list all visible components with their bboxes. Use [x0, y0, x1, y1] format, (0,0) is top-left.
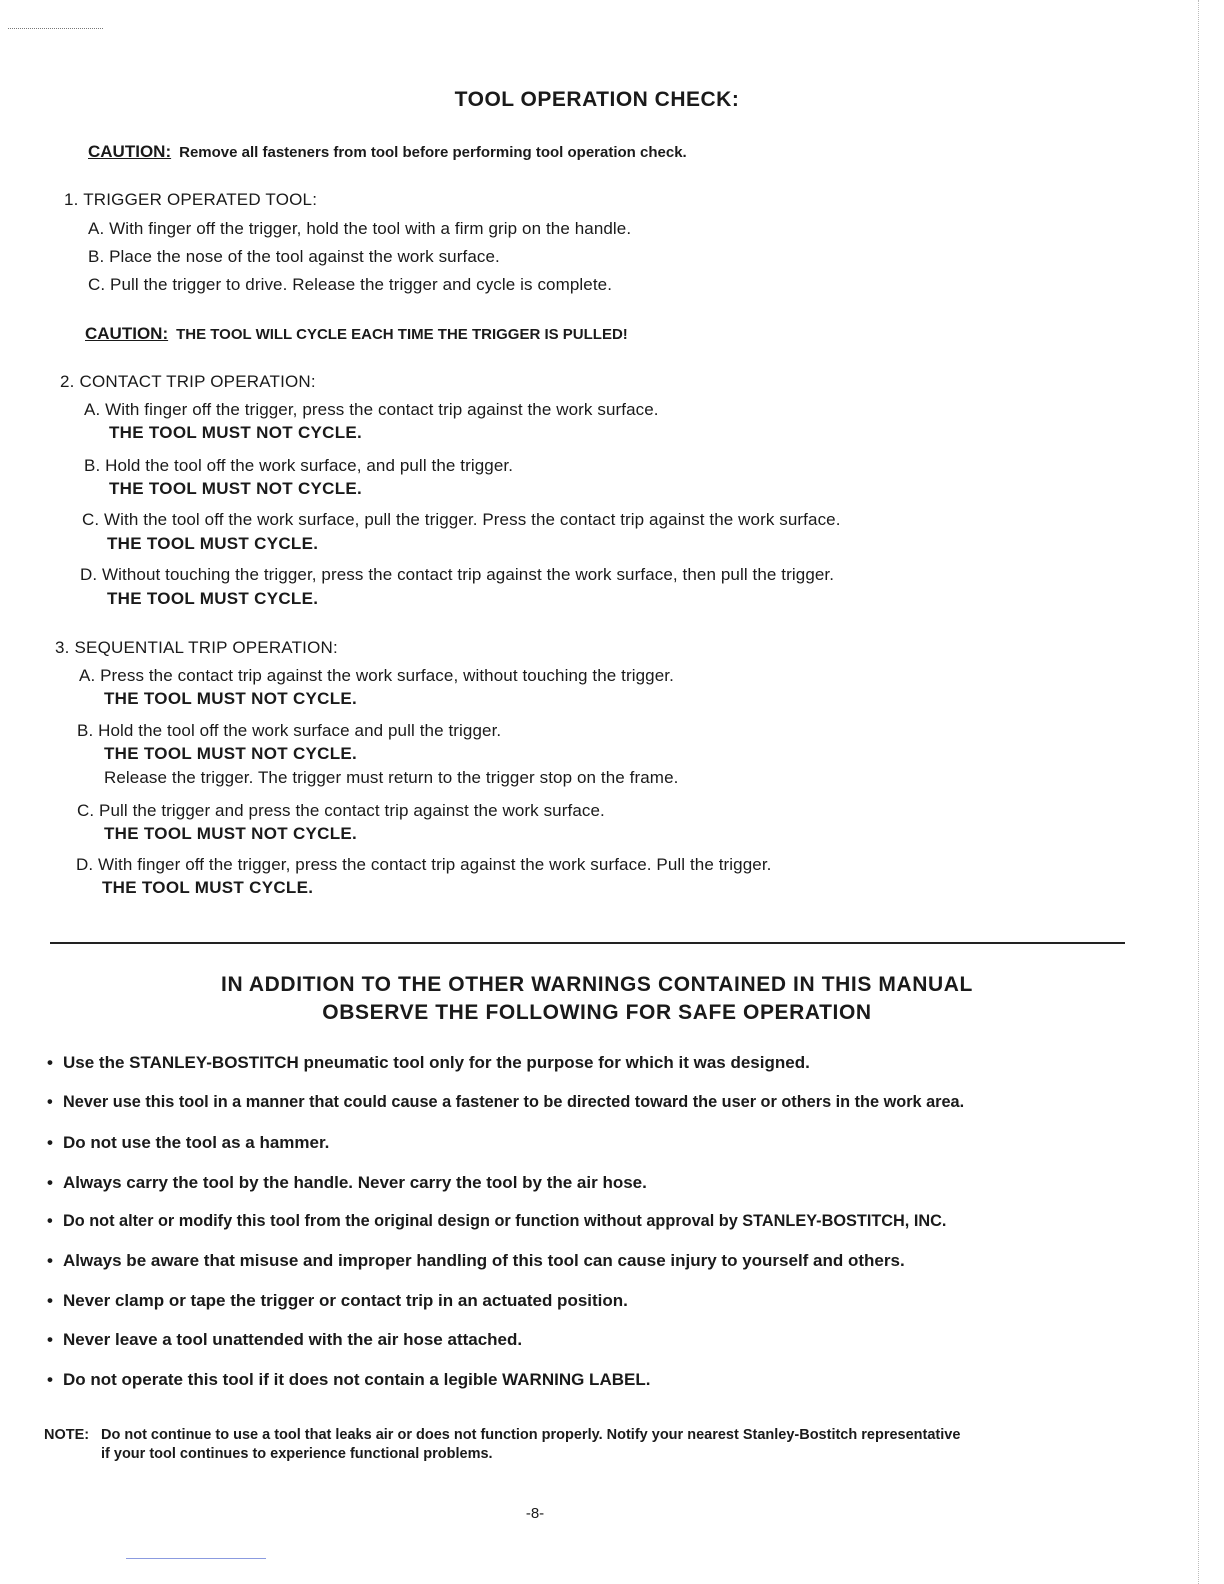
section-contact-trip: 2. CONTACT TRIP OPERATION: — [60, 372, 316, 391]
scan-artifact-top — [8, 28, 103, 29]
warning-item: • Do not use the tool as a hammer. — [47, 1133, 330, 1152]
bullet-dot: • — [47, 1212, 53, 1230]
step-3c: C. Pull the trigger and press the contact trip against the work surface. — [77, 801, 605, 820]
bullet-dot: • — [47, 1251, 53, 1270]
step-3d: D. With finger off the trigger, press the contact trip against the work surface. Pull the trigger. — [76, 855, 772, 874]
step-2a: A. With finger off the trigger, press the contact trip against the work surface. — [84, 400, 659, 419]
warning-item: • Never use this tool in a manner that could cause a fastener to be directed toward the user or others in the work area. — [47, 1093, 965, 1111]
caution-text: THE TOOL WILL CYCLE EACH TIME THE TRIGGER IS PULLED! — [176, 326, 628, 343]
step-2d: D. Without touching the trigger, press the contact trip against the work surface, then pull the trigger. — [80, 565, 835, 584]
caution-label: CAUTION: — [85, 324, 169, 343]
bullet-dot: • — [47, 1173, 53, 1192]
step-3a-result: THE TOOL MUST NOT CYCLE. — [104, 689, 358, 708]
caution-remove-fasteners — [88, 142, 687, 162]
step-2c: C. With the tool off the work surface, pull the trigger. Press the contact trip against the work surface. — [82, 510, 841, 529]
caution-text: Remove all fasteners from tool before performing tool operation check. — [179, 144, 687, 161]
step-3c-result: THE TOOL MUST NOT CYCLE. — [104, 824, 358, 843]
bullet-dot: • — [47, 1330, 53, 1349]
note-label: NOTE: — [44, 1427, 90, 1443]
warning-item: • Do not operate this tool if it does not contain a legible WARNING LABEL. — [47, 1370, 651, 1389]
warning-item: • Never leave a tool unattended with the air hose attached. — [47, 1330, 523, 1349]
step-2b-result: THE TOOL MUST NOT CYCLE. — [109, 479, 363, 498]
warning-item: • Always be aware that misuse and improper handling of this tool can cause injury to yourself and others. — [47, 1251, 905, 1270]
bullet-dot: • — [47, 1291, 53, 1310]
bullet-dot: • — [47, 1093, 53, 1111]
page-number: -8- — [525, 1505, 545, 1522]
warning-item: • Use the STANLEY-BOSTITCH pneumatic tool only for the purpose for which it was designed. — [47, 1053, 810, 1072]
step-3b-extra: Release the trigger. The trigger must return to the trigger stop on the frame. — [104, 768, 679, 787]
note-block — [44, 1426, 960, 1464]
warning-item: • Always carry the tool by the handle. Never carry the tool by the air hose. — [47, 1173, 647, 1192]
step-3a: A. Press the contact trip against the work surface, without touching the trigger. — [79, 666, 674, 685]
bullet-dot: • — [47, 1053, 53, 1072]
step-1a: A. With finger off the trigger, hold the tool with a firm grip on the handle. — [88, 219, 632, 238]
step-3d-result: THE TOOL MUST CYCLE. — [102, 878, 314, 897]
step-2d-result: THE TOOL MUST CYCLE. — [107, 589, 319, 608]
step-2a-result: THE TOOL MUST NOT CYCLE. — [109, 423, 363, 442]
section-trigger-operated: 1. TRIGGER OPERATED TOOL: — [64, 190, 318, 209]
section-divider — [50, 942, 1125, 944]
step-2b: B. Hold the tool off the work surface, and pull the trigger. — [84, 456, 514, 475]
step-2c-result: THE TOOL MUST CYCLE. — [107, 534, 319, 553]
note-line1: Do not continue to use a tool that leaks air or does not function properly. Notify your nearest Stanley-Bostitch representative — [101, 1427, 961, 1443]
step-3b: B. Hold the tool off the work surface and pull the trigger. — [77, 721, 502, 740]
section-sequential-trip: 3. SEQUENTIAL TRIP OPERATION: — [55, 638, 338, 657]
step-3b-result: THE TOOL MUST NOT CYCLE. — [104, 744, 358, 763]
warning-item: • Never clamp or tape the trigger or contact trip in an actuated position. — [47, 1291, 628, 1310]
scan-artifact-bottom — [126, 1558, 266, 1559]
step-1b: B. Place the nose of the tool against the work surface. — [88, 247, 500, 266]
step-1c: C. Pull the trigger to drive. Release the trigger and cycle is complete. — [88, 275, 613, 294]
page-title: TOOL OPERATION CHECK: — [454, 88, 740, 111]
caution-label: CAUTION: — [88, 142, 172, 161]
warning-item: • Do not alter or modify this tool from the original design or function without approval by STANLEY-BOSTITCH, INC. — [47, 1212, 947, 1230]
caution-tool-cycles — [85, 324, 628, 344]
warnings-title-line2: OBSERVE THE FOLLOWING FOR SAFE OPERATION — [322, 1001, 872, 1024]
note-line2: if your tool continues to experience functional problems. — [101, 1446, 493, 1462]
warnings-title-line1: IN ADDITION TO THE OTHER WARNINGS CONTAINED IN THIS MANUAL — [221, 973, 973, 996]
scan-artifact-edge — [1198, 0, 1199, 1584]
bullet-dot: • — [47, 1133, 53, 1152]
bullet-dot: • — [47, 1370, 53, 1389]
